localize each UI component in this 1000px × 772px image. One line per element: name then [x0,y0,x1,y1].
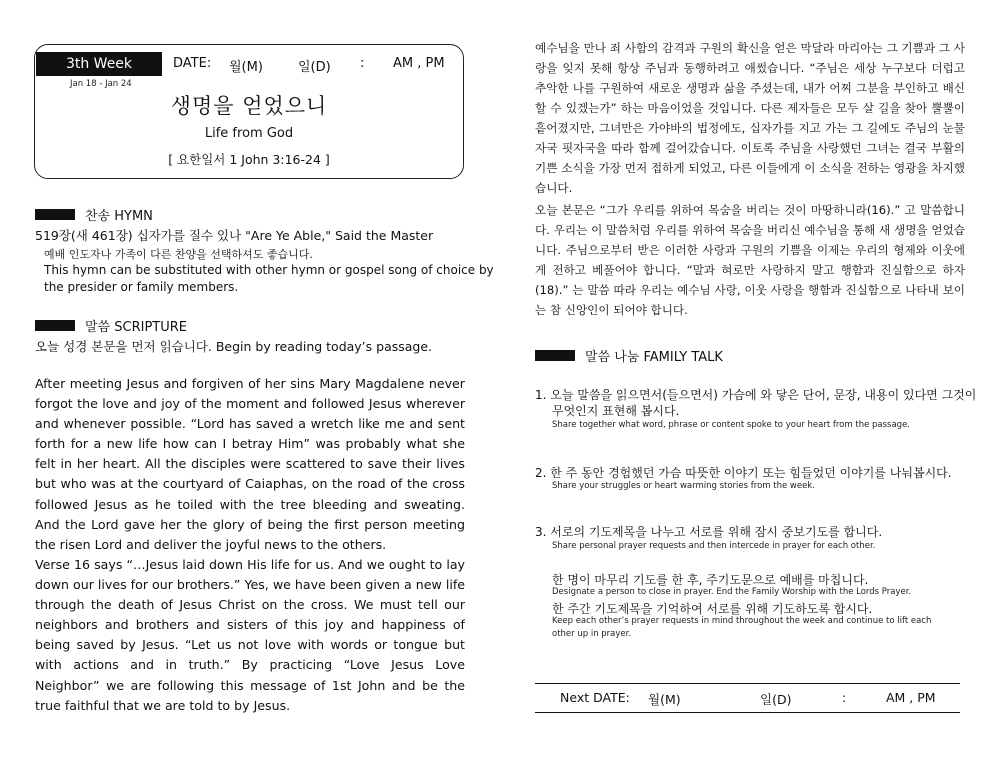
next-time-colon: : [842,690,847,705]
closing-1-en: Designate a person to close in prayer. End the Family Worship with the Lords Prayer. [552,587,912,597]
family-talk-heading [535,346,723,365]
next-ampm-field: AM , PM [886,690,936,705]
question-2: 2. 한 주 동안 경험했던 가슴 따뜻한 이야기 또는 힘들었던 이야기를 나눠봅시다. [535,466,952,480]
question-2-en: Share your struggles or heart warming stories from the week. [552,481,815,491]
korean-message-1: 예수님을 만나 죄 사함의 감격과 구원의 확신을 얻은 막달라 마리아는 그 기쁨과 그 사랑을 잊지 못해 항상 주님과 동행하려고 애썼습니다. “주님은 세상 누구보다 더럽고 추악한 나를 구원하여 새로운 생명과 삶을 주셨는데, 내가 어찌 그분을 부인하고 배신할 수 있겠는가” 하는 마음이었을 것입니다. 다른 제자들은 모두 살 길을 찾아 뿔뿔이 흩어졌지만, 그녀만은 가야바의 법정에도, 십자가를 지고 가는 그 길에도 주님의 눈물자국 핏자국을 따라 함께 걸어갔습니다. 이토록 주님을 사랑했던 그녀는 결국 부활의 기쁜 소식을 가장 먼저 접하게 되었고, 다른 이들에게 이 소식을 전하는 영광을 차지했습니다. [535,41,965,195]
english-message-2: Verse 16 says “…Jesus laid down His life for us. And we ought to lay down our lives for our brothers.” Yes, we have been given a new life through the death of Jesus Christ on the cross. We must tell our neighbors and brothers and sisters of this joy and happiness of being saved by Jesus. “Let us not love with words or tongue but with actions and in truth.” By practicing “Love Jesus Love Neighbor” we are following this message of 1st John and be the true faithful that we are told to by Jesus. [35,557,465,713]
hymn-line-2: 예배 인도자나 가족이 다른 찬양을 선택하셔도 좋습니다. [44,248,313,261]
question-3: 3. 서로의 기도제목을 나누고 서로를 위해 잠시 중보기도를 합니다. [535,525,883,539]
closing-2: 한 주간 기도제목을 기억하여 서로를 위해 기도하도록 합시다. [552,602,873,616]
hymn-heading-text: 찬송 HYMN [85,209,153,224]
next-month-field: 월(M) [648,692,681,707]
date-range: Jan 18 - Jan 24 [70,79,132,89]
hymn-line-3: This hymn can be substituted with other hymn or gospel song of choice by [44,263,494,277]
next-date-bottom-rule [535,712,960,713]
heading-bar [35,209,75,220]
scripture-heading [35,316,187,335]
ampm-field: AM , PM [393,56,445,71]
scripture-heading-text: 말씀 SCRIPTURE [85,320,187,335]
next-date-label: Next DATE: [560,690,630,705]
heading-bar [535,350,575,361]
next-day-field: 일(D) [760,692,792,707]
page-subtitle: Life from God [204,126,294,141]
time-colon: : [360,56,365,71]
hymn-line-1: 519장(새 461장) 십자가를 질수 있나 "Are Ye Able," Said the Master [35,228,434,243]
question-3-en: Share personal prayer requests and then intercede in prayer for each other. [552,541,876,551]
scripture-intro: 오늘 성경 본문을 먼저 읽습니다. Begin by reading today’s passage. [35,339,433,354]
month-field: 월(M) [229,60,263,75]
week-label: 3th Week [36,52,162,76]
date-label: DATE: [173,56,212,71]
english-message: After meeting Jesus and forgiven of her sins Mary Magdalene never forgot the love and joy of the moment and followed Jesus wherever and whenever possible. “Lord has saved a wretch like me and sent forth for a new life how can I betray Him” was probably what she felt in her heart. All the disciples were scattered to save their lives but who was at the courtyard of Caiaphas, on the road of the cross followed Jesus as he toiled with the tree bleeding and sweating. And the Lord gave her the glory of being the first person meeting the risen Lord and deliver the joyful news to the others. [35,376,465,552]
scripture-reference: [ 요한일서 1 John 3:16-24 ] [168,152,330,167]
next-date-top-rule [535,683,960,684]
hymn-heading [35,205,153,224]
question-1-en: Share together what word, phrase or content spoke to your heart from the passage. [552,420,911,430]
hymn-line-4: the presider or family members. [44,280,239,294]
korean-message-2: 오늘 본문은 “그가 우리를 위하여 목숨을 버리는 것이 마땅하니라(16).” 고 말씀합니다. 우리는 이 말씀처럼 우리를 위하여 목숨을 버리신 예수님을 통해 새 생명을 얻었습니다. 주님으로부터 받은 이러한 사랑과 구원의 기쁨을 이제는 우리의 형제와 이웃에게 전하고 베풀어야 합니다. “말과 혀로만 사랑하지 말고 행함과 진실함으로 하자(18).” 는 말씀 따라 우리는 예수님 사랑, 이웃 사랑을 행함과 진실함으로 나타내 보이는 참 신앙인이 되어야 합니다. [535,203,965,317]
question-1: 1. 오늘 말씀을 읽으면서(들으면서) 가슴에 와 닿은 단어, 문장, 내용이 있다면 그것이 [535,388,977,402]
closing-2-en: Keep each other’s prayer requests in mind throughout the week and continue to lift each [552,616,932,626]
closing-2-en-cont: other up in prayer. [552,629,632,639]
heading-bar [35,320,75,331]
closing-1: 한 명이 마무리 기도를 한 후, 주기도문으로 예배를 마칩니다. [552,573,869,587]
question-1-cont: 무엇인지 표현해 봅시다. [552,404,680,418]
family-talk-heading-text: 말씀 나눔 FAMILY TALK [585,350,723,365]
page-title: 생명을 얻었으니 [170,94,328,118]
day-field: 일(D) [298,60,331,75]
